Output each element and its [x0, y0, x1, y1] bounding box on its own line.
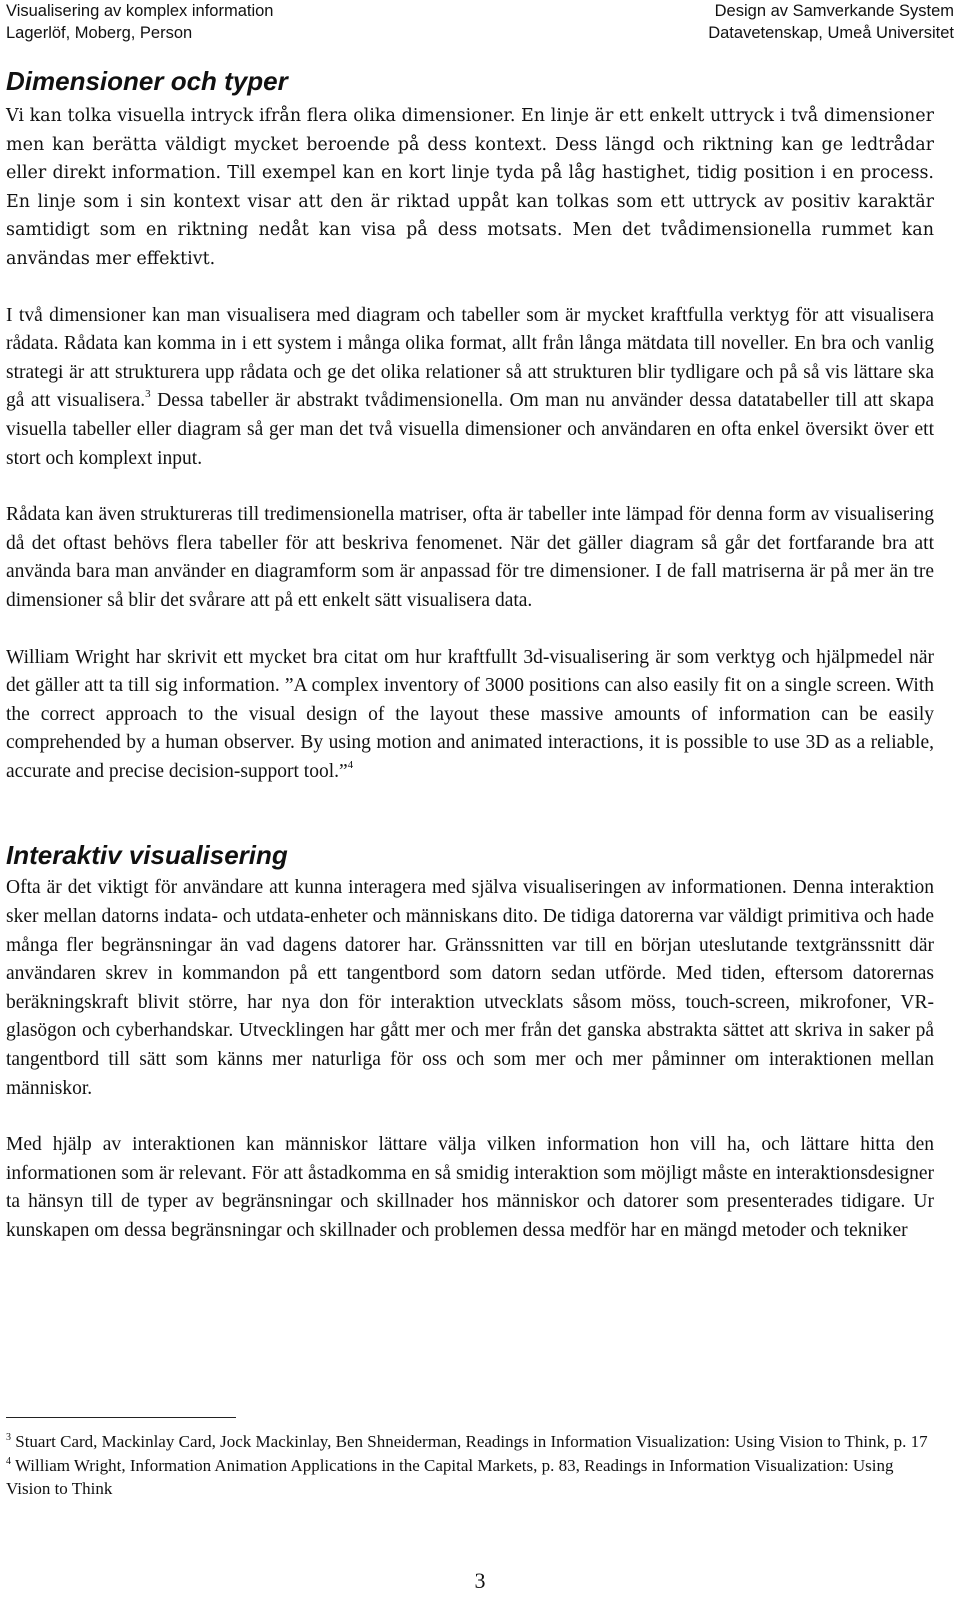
footnote-number: 4: [6, 1455, 11, 1467]
header-course-title: Visualisering av komplex information: [6, 2, 274, 20]
footnote-number: 3: [6, 1432, 11, 1443]
footnote-ref-4[interactable]: 4: [347, 758, 354, 771]
section-heading-dimensions: Dimensioner och typer: [6, 66, 288, 96]
footnote-text: William Wright, Information Animation Applications in the Capital Markets, p. 83, Readings in Information Visualization: Using Vision to Think: [6, 1455, 894, 1498]
running-header: [6, 0, 954, 48]
header-authors: Lagerlöf, Moberg, Person: [6, 24, 193, 42]
header-course-name: Design av Samverkande System: [714, 2, 954, 20]
footnote-4: [6, 1454, 934, 1501]
paragraph-two-dimensions: [6, 302, 934, 474]
paragraph-three-dimensions: Rådata kan även struktureras till tredimensionella matriser, ofta är tabeller inte lämpad för denna form av visualisering då det oftast behövs flera tabeller för att beskriva fenomenet. När det gäller diagram så går det fortfarande bra att använda bara man använder en diagramform som är anpassad för tre dimensioner. I de fall matriserna är på mer än tre dimensioner så blir det svårare att på ett enkelt sätt visualisera data.: [6, 504, 934, 611]
footnote-ref-3[interactable]: 3: [145, 388, 151, 401]
paragraph-text: William Wright har skrivit ett mycket bra citat om hur kraftfullt 3d-visualisering är som verktyg och hjälpmedel när det gäller att ta till sig information. ”A complex inventory of 3000 positions can also easily fit on a single screen. With the correct approach to the visual design of the layout these massive amounts of information can be easily comprehended by a human observer. By using motion and animated interactions, it is possible to use 3D as a reliable, accurate and precise decision-support tool.”: [6, 646, 934, 782]
footnotes: [6, 1430, 934, 1501]
paragraph-interaction-design: Med hjälp av interaktionen kan människor lättare välja vilken information hon vill ha, och lättare hitta den informationen som är relevant. För att åstadkomma en så smidig interaktion som möjligt måste en interaktionsdesigner ta hänsyn till de typer av begränsningar och skillnader hos människor och datorer som presenterades tidigare. Ur kunskapen om dessa begränsningar och skillnader och problemen dessa medför har en mängd metoder och tekniker: [6, 1134, 934, 1241]
page-number: 3: [474, 1568, 486, 1593]
section-heading-interactive: Interaktiv visualisering: [6, 840, 288, 871]
header-right: [708, 0, 954, 48]
paragraph-dimensions-intro: Vi kan tolka visuella intryck ifrån flera olika dimensioner. En linje är ett enkelt uttryck i två dimensioner men kan berätta väldigt mycket beroende på dess kontext. Dess längd och riktning kan ge ledtrådar eller direkt information. Till exempel kan en kort linje tyda på låg hastighet, tidig position i en process. En linje som i sin kontext visar att den är riktad uppåt kan tolkas som ett uttryck av positiv karaktär samtidigt som en riktning nedåt kan visa på dess motsats. Men det tvådimensionella rummet kan användas mer effektivt.: [6, 106, 934, 269]
paragraph-interaction-intro: Ofta är det viktigt för användare att kunna interagera med själva visualiseringen av informationen. Denna interaktion sker mellan datorns indata- och utdata-enheter och människans dito. De tidiga datorerna var väldigt primitiva och hade många fler begränsningar än vad dagens datorer har. Gränssnitten var till en början uteslutande textgränssnitt där användaren skrev in kommandon på ett tangentbord som datorn sedan utförde. Med tiden, eftersom datorernas beräkningskraft blivit större, har nya don för interaktion utvecklats såsom möss, touch-screen, mikrofoner, VR-glasögon och cyberhandskar. Utvecklingen har gått mer och mer från det ganska abstrakta sättet att skriva in saker på tangentbord till sätt som känns mer naturliga för oss och som mer och mer påminner om interaktionen mellan människor.: [6, 877, 934, 1099]
paragraph-wright-quote: [6, 644, 934, 787]
paragraph-text: Dessa tabeller är abstrakt tvådimensionella. Om man nu använder dessa datatabeller till att skapa visuella tabeller eller diagram så ger man det två visuella dimensioner och användaren en ofta enkel översikt över ett stort och komplext input.: [6, 390, 934, 469]
page-body: [6, 64, 934, 1274]
footnote-3: [6, 1430, 934, 1454]
footnote-separator: [6, 1417, 236, 1418]
header-left: [6, 0, 274, 48]
paragraph-text: I två dimensioner kan man visualisera med diagram och tabeller som är mycket kraftfulla verktyg för att visualisera rådata. Rådata kan komma in i ett system i många olika format, allt från långa mätdata till noveller. En bra och vanlig strategi är att strukturera upp rådata och ge det olika relationer så att strukturen blir tydligare och på så vis lättare ska gå att visualisera.: [6, 304, 934, 412]
footnote-text: Stuart Card, Mackinlay Card, Jock Mackinlay, Ben Shneiderman, Readings in Information Visualization: Using Vision to Think, p. 17: [11, 1432, 928, 1451]
header-department: Datavetenskap, Umeå Universitet: [708, 24, 954, 42]
